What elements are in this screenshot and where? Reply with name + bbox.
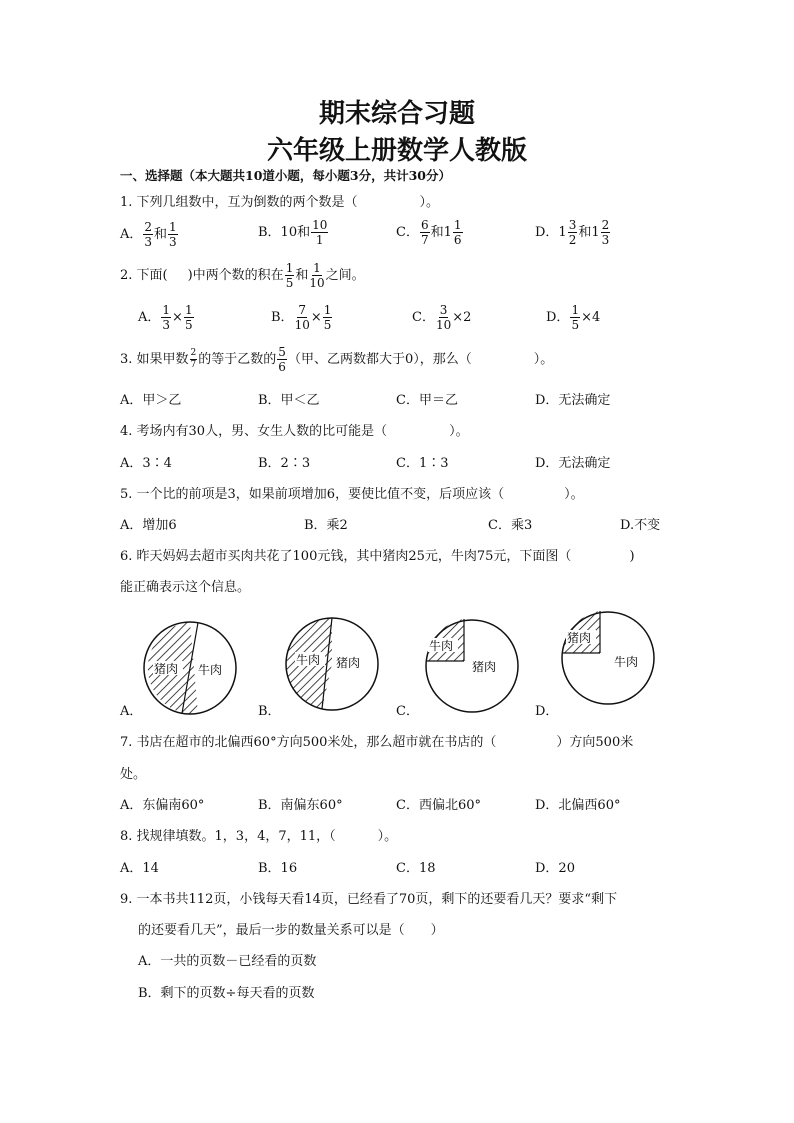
pie-chart-b <box>282 614 382 714</box>
q8-option-b[interactable]: B．16 <box>258 861 298 876</box>
question-7: 7. 书店在超市的北偏西60°方向500米处，那么超市就在书店的（ ）方向500米 <box>120 735 634 750</box>
pie-b-pork-label: 猪肉 <box>336 656 361 670</box>
q1-option-d[interactable]: D．1 $\frac{3}{2}$ 和1 $\frac{2}{3}$ <box>535 218 610 247</box>
q4-option-d[interactable]: D．无法确定 <box>535 456 611 471</box>
q1-stem: 1. 下列几组数中，互为倒数的两个数是（ <box>120 195 358 210</box>
q5-option-a[interactable]: A．增加6 <box>120 518 177 533</box>
q2-option-c[interactable]: C． $\frac{3}{10}$ ×2 <box>412 303 472 332</box>
question-9: 9. 一本书共112页，小钱每天看14页，已经看了70页，剩下的还要看几天？要求“剩下 <box>120 892 618 907</box>
q5-option-b[interactable]: B．乘2 <box>304 518 348 533</box>
question-6: 6. 昨天妈妈去超市买肉共花了100元钱，其中猪肉25元，牛肉75元，下面图（ ) <box>120 549 635 564</box>
question-8: 8. 找规律填数。1，3，4，7，11，（ ）。 <box>120 829 398 844</box>
q2-option-a[interactable]: A． $\frac{1}{3}$ × $\frac{1}{5}$ <box>138 303 193 332</box>
question-5: 5. 一个比的前项是3，如果前项增加6，要使比值不变，后项应该（ ）。 <box>120 487 584 502</box>
title-main: 期末综合习题 <box>318 99 475 129</box>
q6-option-c[interactable]: C． <box>396 704 419 719</box>
question-7-line2: 处。 <box>120 767 147 782</box>
pie-a-pork-label: 猪肉 <box>154 662 179 676</box>
q3-option-c[interactable]: C．甲＝乙 <box>396 393 458 408</box>
q5-option-c[interactable]: C．乘3 <box>488 518 533 533</box>
q3-option-d[interactable]: D．无法确定 <box>535 393 611 408</box>
q7-option-d[interactable]: D．北偏西60° <box>535 798 621 813</box>
q4-option-b[interactable]: B．2∶3 <box>258 456 311 471</box>
q1-stem-end: ）。 <box>419 195 440 210</box>
q3-option-a[interactable]: A．甲＞乙 <box>120 393 182 408</box>
q6-option-b[interactable]: B． <box>258 704 281 719</box>
pie-c-beef-label: 牛肉 <box>429 639 454 653</box>
pie-chart-a <box>140 618 240 718</box>
q1-option-a[interactable]: A． $\frac{2}{3}$ 和 $\frac{1}{3}$ <box>120 220 177 249</box>
q9-option-b[interactable]: B．剩下的页数÷每天看的页数 <box>138 986 315 1001</box>
question-6-line2: 能正确表示这个信息。 <box>120 580 251 595</box>
question-1 <box>120 191 439 210</box>
q8-option-d[interactable]: D．20 <box>535 861 575 876</box>
q9-option-a[interactable]: A．一共的页数－已经看的页数 <box>138 954 317 969</box>
q6-option-d[interactable]: D． <box>535 704 559 719</box>
pie-chart-d <box>558 608 658 708</box>
q6-option-a[interactable]: A． <box>120 704 143 719</box>
q7-option-c[interactable]: C．西偏北60° <box>396 798 481 813</box>
question-4: 4. 考场内有30人，男、女生人数的比可能是（ ）。 <box>120 424 469 439</box>
question-9-line2: 的还要看几天”，最后一步的数量关系可以是（ ） <box>138 923 444 938</box>
title-sub: 六年级上册数学人教版 <box>266 136 527 166</box>
q8-option-a[interactable]: A．14 <box>120 861 159 876</box>
q4-option-c[interactable]: C．1∶3 <box>396 456 449 471</box>
question-3: 3. 如果甲数 $\frac{2}{7}$ 的等于乙数的 $\frac{5}{6}$ （甲、乙两数都大于0），那么（ ）。 <box>120 345 554 374</box>
q8-option-c[interactable]: C．18 <box>396 861 436 876</box>
pie-d-pork-label: 猪肉 <box>567 631 592 645</box>
q2-option-d[interactable]: D． $\frac{1}{5}$ ×4 <box>546 303 601 332</box>
q1-option-c[interactable]: C． $\frac{6}{7}$ 和1 $\frac{1}{6}$ <box>396 218 462 247</box>
q5-option-d[interactable]: D.不变 <box>620 518 661 533</box>
q4-option-a[interactable]: A．3∶4 <box>120 456 172 471</box>
q1-option-b[interactable]: B．10和 $\frac{10}{1}$ <box>258 218 328 247</box>
section-heading: 一、选择题（本大题共10道小题，每小题3分，共计30分） <box>120 168 451 183</box>
q3-option-b[interactable]: B．甲＜乙 <box>258 393 320 408</box>
pie-chart-c <box>422 616 522 716</box>
pie-b-beef-label: 牛肉 <box>296 653 321 667</box>
pie-d-beef-label: 牛肉 <box>614 655 639 669</box>
q7-option-a[interactable]: A．东偏南60° <box>120 798 205 813</box>
q2-option-b[interactable]: B． $\frac{7}{10}$ × $\frac{1}{5}$ <box>271 303 332 332</box>
q7-option-b[interactable]: B．南偏东60° <box>258 798 343 813</box>
pie-a-beef-label: 牛肉 <box>198 663 223 677</box>
question-2: 2. 下面( )中两个数的积在 $\frac{1}{5}$ 和 $\frac{1}{10}$ 之间。 <box>120 261 365 290</box>
pie-c-pork-label: 猪肉 <box>472 660 497 674</box>
